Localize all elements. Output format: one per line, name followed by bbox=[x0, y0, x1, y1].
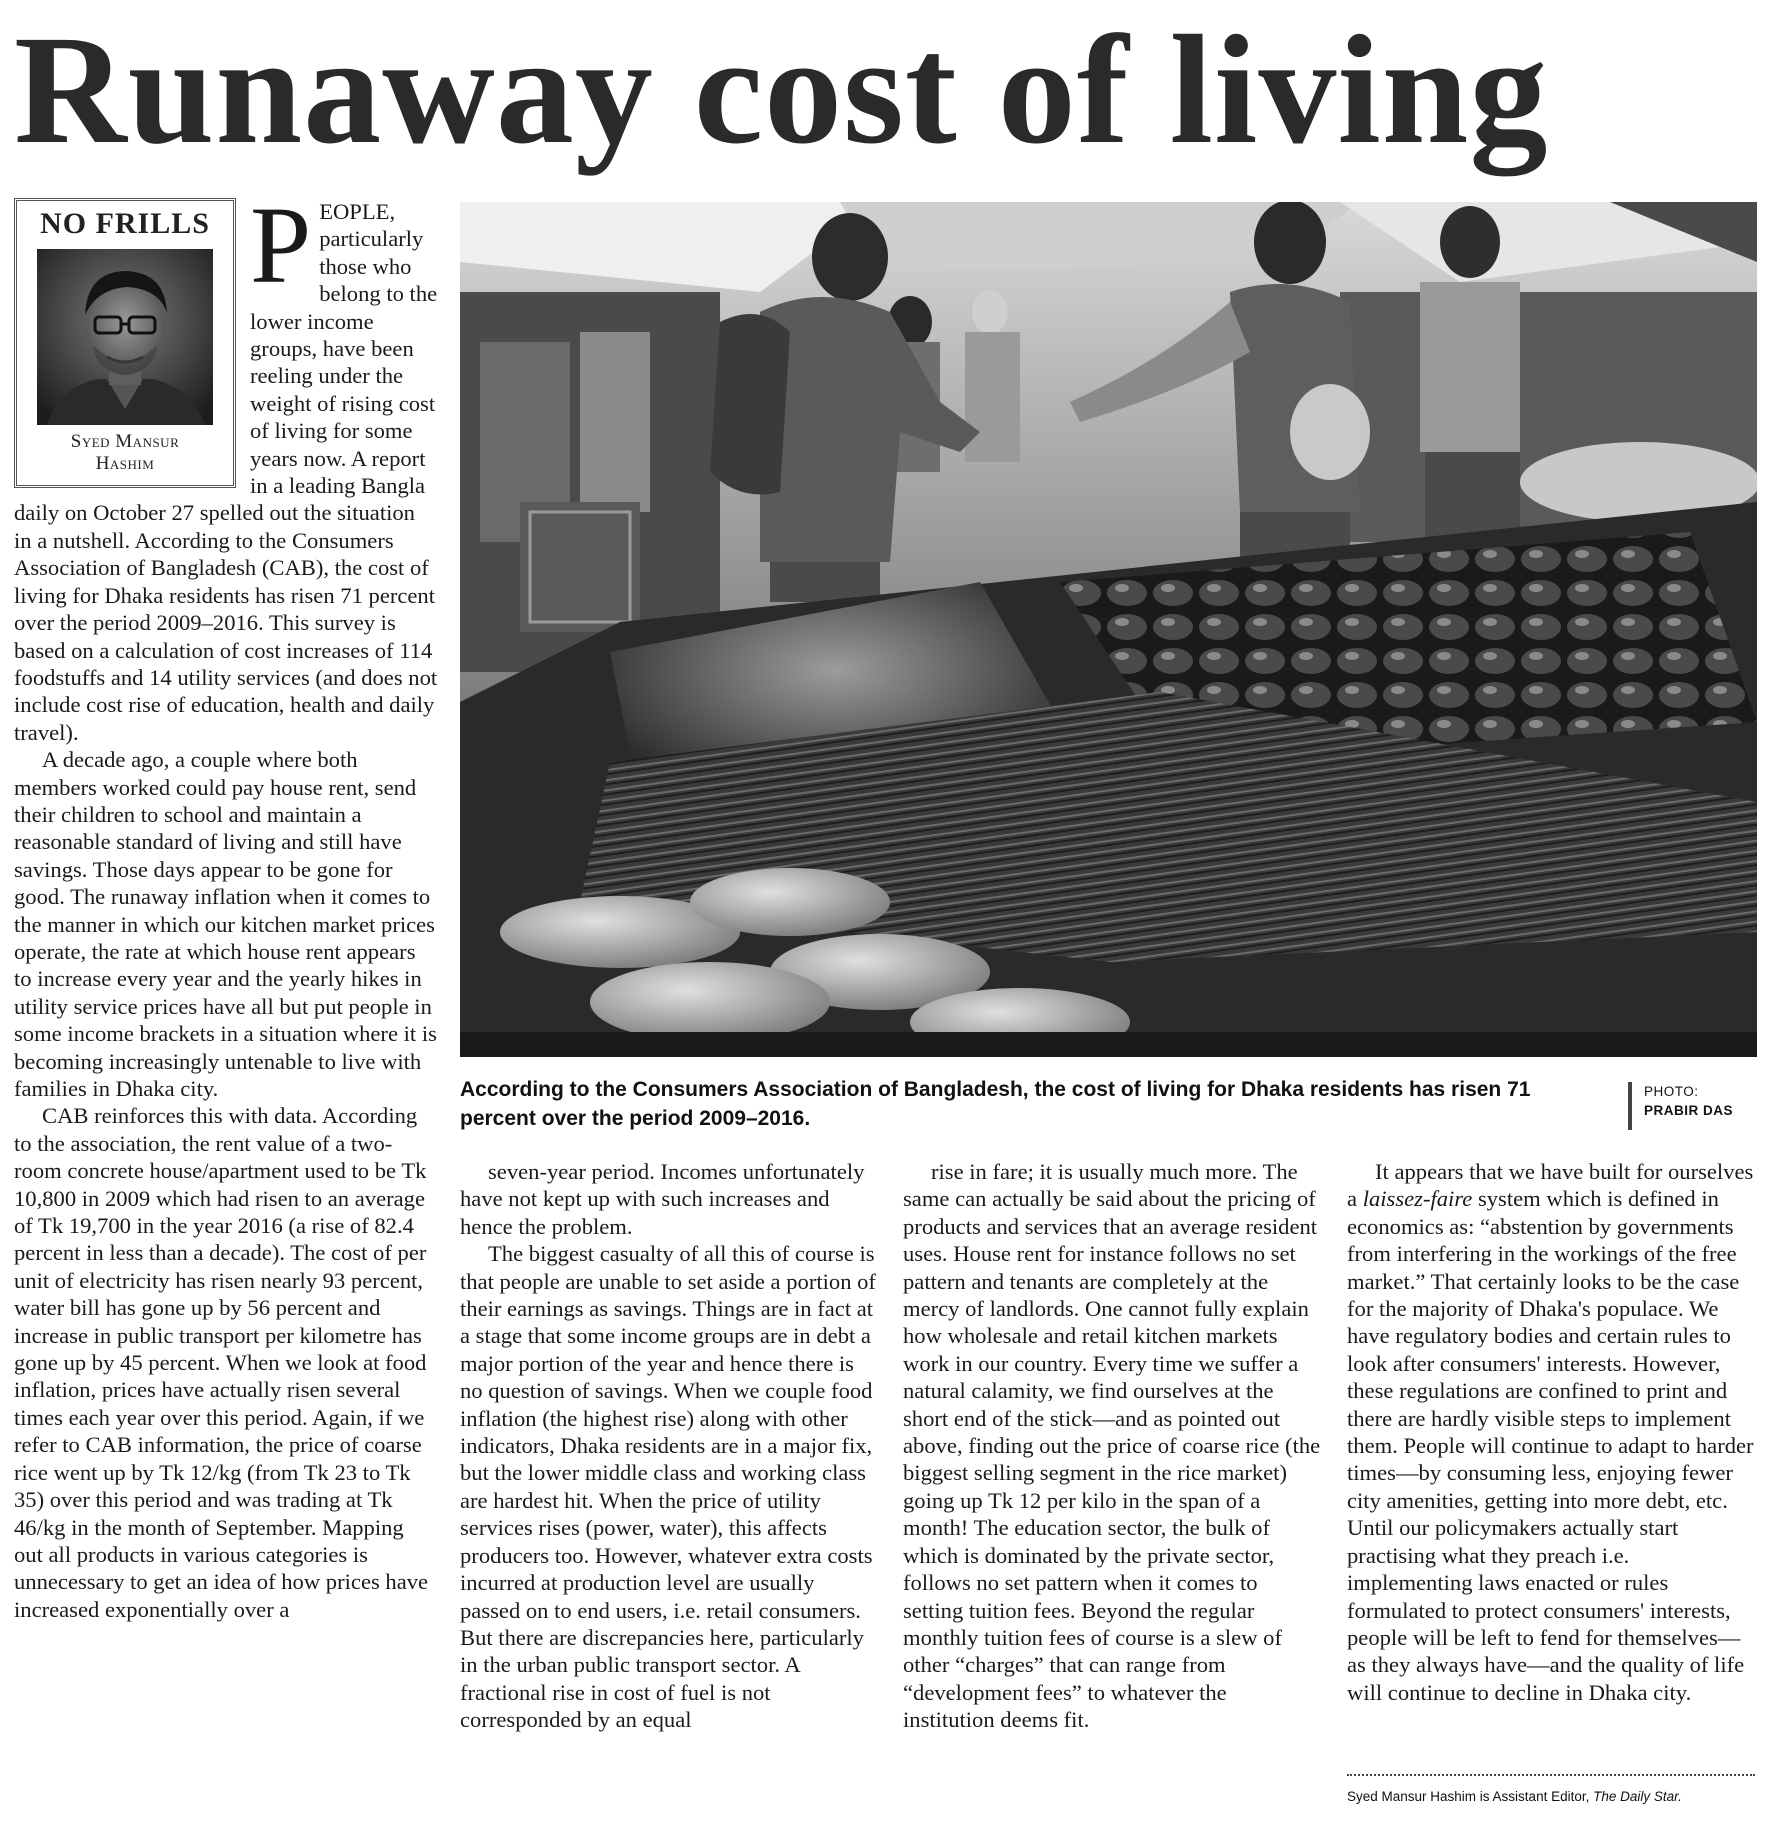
photo-credit-label: PHOTO: bbox=[1644, 1084, 1699, 1099]
photo-credit bbox=[1628, 1082, 1760, 1130]
author-name-line-1: Syed Mansur bbox=[70, 431, 180, 452]
market-photo bbox=[460, 202, 1757, 1057]
paragraph: The biggest casualty of all this of course is that people are unable to set aside a portion of their earnings as savings. Things are in fact at a stage that some income groups are in debt a major portion of the year and hence there is no question of savings. When we couple food inflation (the highest rise) along with other indicators, Dhaka residents are in a major fix, but the lower middle class and working class are hardest hit. When the price of utility services rises (power, water), this affects producers too. However, whatever extra costs incurred at production level are usually passed on to end users, i.e. retail consumers. But there are discrepancies here, particularly in the urban public transport sector. A fractional rise in cost of fuel is not corresponded by an equal bbox=[460, 1241, 876, 1733]
publication-name: The Daily Star. bbox=[1593, 1789, 1682, 1804]
signature-divider bbox=[1347, 1774, 1755, 1776]
paragraph: seven-year period. Incomes unfortunately have not kept up with such increases and hence the problem. bbox=[460, 1159, 865, 1239]
paragraph-text: EOPLE, particularly those who belong to the lower income groups, have been reeling under the weight of rising cost of living for some years now. A report in a leading Bangla daily on October 27 spelled out the situation in a nutshell. According to the Consumers Association of Bangladesh (CAB), the cost of living for Dhaka residents has risen 71 percent over the period 2009–2016. This survey is based on a calculation of cost increases of 114 foodstuffs and 14 utility services (and does not include cost rise of education, health and daily travel). bbox=[14, 199, 438, 745]
author-name-line-2: Hashim bbox=[95, 453, 155, 474]
signature-text: Syed Mansur Hashim is Assistant Editor, bbox=[1347, 1789, 1594, 1804]
column-name: NO FRILLS bbox=[40, 207, 210, 240]
paragraph-text: It appears that we have built for ourselves a bbox=[1347, 1159, 1754, 1212]
paragraph: CAB reinforces this with data. According to the association, the rent value of a two-room concrete house/apartment used to be Tk 10,800 in 2009 which had risen to an average of Tk 19,700 in the year 2016 (a rise of 82.4 percent in less than a decade). The cost of per unit of electricity has risen nearly 93 percent, water bill has gone up by 56 percent and increase in public transport per kilometre has gone up by 45 percent. When we look at food inflation, prices have actually risen several times each year over this period. Again, if we refer to CAB information, the price of coarse rice went up by Tk 12/kg (from Tk 23 to Tk 35) over this period and was trading at Tk 46/kg in the month of September. Mapping out all products in various categories is unnecessary to get an idea of how prices have increased exponentially over a bbox=[14, 1103, 429, 1622]
article-column-1 bbox=[14, 198, 438, 1818]
paragraph: A decade ago, a couple where both members worked could pay house rent, send their children to school and maintain a reasonable standard of living and still have savings. Those days appear to be gone for good. The runaway inflation when it comes to the manner in which our kitchen market prices operate, the rate at which house rent appears to increase every year and the yearly hikes in utility service prices have all but put people in some income brackets in a situation where it is becoming increasingly untenable to live with families in Dhaka city. bbox=[14, 747, 437, 1101]
article-column-2 bbox=[460, 1158, 880, 1818]
author-photo bbox=[37, 249, 213, 425]
italic-term: laissez-faire bbox=[1362, 1186, 1473, 1212]
paragraph-text: system which is defined in economics as: “abstention by governments from interfering in the workings of the free market.” That certainly looks to be the case for the majority of Dhaka's populace. We have regulatory bodies and certain rules to look after consumers' interests. However, these regulations are confined to print and there are hardly visible steps to implement them. People will continue to adapt to harder times—by consuming less, enjoying fewer city amenities, getting into more debt, etc. Until our policymakers actually start practising what they preach i.e. implementing laws enacted or rules formulated to protect consumers' interests, people will be left to fend for themselves—as they always have—and the quality of life will continue to decline in Dhaka city. bbox=[1347, 1186, 1754, 1705]
photo-credit-name: PRABIR DAS bbox=[1644, 1103, 1734, 1118]
author-signature bbox=[1347, 1788, 1757, 1806]
paragraph: rise in fare; it is usually much more. The same can actually be said about the pricing of products and services that an average resident uses. House rent for instance follows no set pattern and tenants are completely at the mercy of landlords. One cannot fully explain how wholesale and retail kitchen markets work in our country. Every time we suffer a natural calamity, we find ourselves at the short end of the stick—and as pointed out above, finding out the price of coarse rice (the biggest selling segment in the rice market) going up Tk 12 per kilo in the span of a month! The education sector, the bulk of which is dominated by the private sector, follows no set pattern when it comes to setting tuition fees. Beyond the regular monthly tuition fees of course is a slew of other “charges” that can range from “development fees” to whatever the institution deems fit. bbox=[903, 1159, 1321, 1733]
paragraph bbox=[1347, 1158, 1757, 1706]
byline-box bbox=[14, 198, 236, 488]
drop-cap: P bbox=[250, 198, 312, 306]
article-column-3 bbox=[903, 1158, 1323, 1818]
headline: Runaway cost of living bbox=[14, 3, 1549, 176]
photo-caption: According to the Consumers Association of Bangladesh, the cost of living for Dhaka residents has risen 71 percent over the period 2009–2016. bbox=[460, 1078, 1531, 1130]
article-column-4 bbox=[1347, 1158, 1757, 1758]
